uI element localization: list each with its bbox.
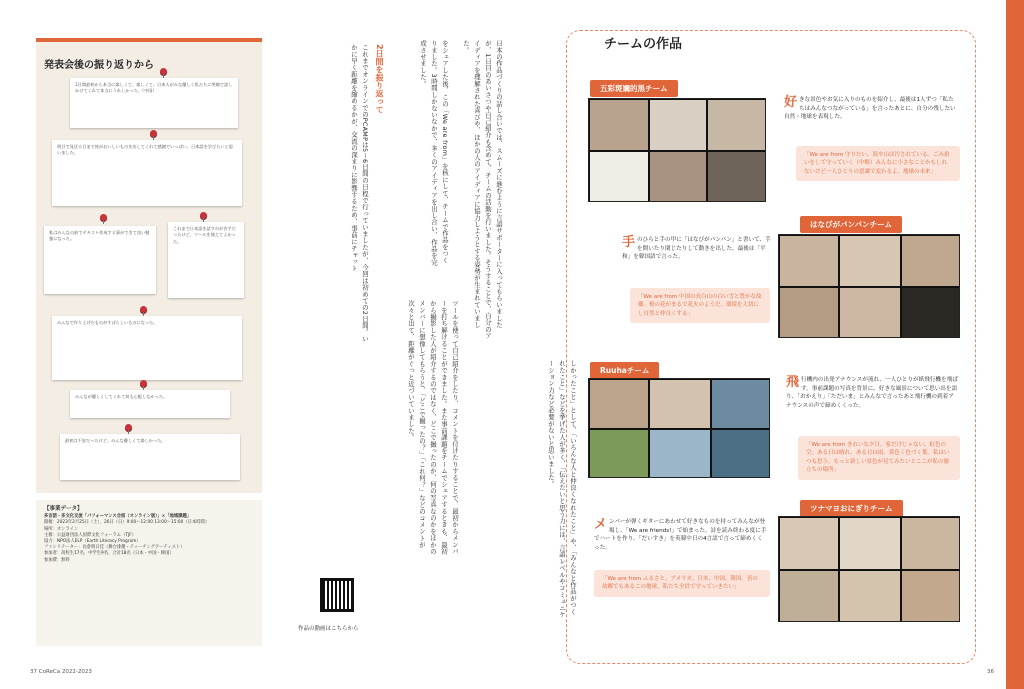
team-poem-quote: 「We are from 中国の長白山の白い雪と豊かな故郷。桜の花がまるで花火のようだ。環境を大切にし自然と仲良くする」 [630, 288, 770, 323]
team-label: 五彩斑斓的黒チーム [590, 80, 678, 97]
team-video-still [588, 98, 766, 202]
reflection-note: 最初は不安だったけど、みんな優しくて楽しかった。 [60, 434, 240, 480]
team-poem-quote: 「We are from きれいな夕日。家だけじゃない、虹色の空。ある日は晴れ、ある日は雨。黄色く色づく葉。私はいつも思う。もっと新しい景色が見てみたいとここが私の旅立ちの場所」 [798, 436, 960, 480]
qr-caption: 作品の動画はこちらから [298, 626, 359, 632]
team-video-still [778, 516, 960, 622]
pushpin-icon [140, 306, 147, 313]
pushpin-icon [200, 212, 207, 219]
team-poem-quote: 「We are from 守りたい。海や山は汚されている。ごみ拾いをして守っていく（中略）みんなに小さなことかもしれないけど一人ひとりの意識で変わるよ、地球の未来」 [796, 146, 960, 181]
reflection-note: 2日間最初から本当に楽しくて、楽しくて。日本人がみな優しく私たちに笑顔で話しかけてくれて本当にうれしかった。（中国） [70, 78, 238, 128]
pushpin-icon [100, 214, 107, 221]
team-poem-quote: 「We are from ふるさと。アメリカ、日本、中国、韓国、皆の故郷でもあるこの地球。私たち全員で守っていきたい」 [594, 570, 770, 597]
lead-character: 手 [622, 235, 636, 250]
team-description [594, 518, 768, 552]
team-description [786, 376, 958, 410]
body-text-column: 日本の作品づくりの話し合いでは、スムーズに進むように言語サポーターに入ってもらいましたが、1日目のあいさつや自己紹介も含めて、チームの活動を行いました。そうすることで、自分のアイディアを理解された喜びや、ほかの人のアイディアに協力しようとする姿勢が生まれていました。 [462, 40, 503, 340]
event-data-box [36, 500, 262, 646]
qr-code-icon[interactable] [320, 578, 354, 612]
reflection-note: 私はみんなの前でテキスト作成する事ができて良い勉強になった。 [44, 226, 156, 294]
team-description [784, 96, 956, 122]
section-heading: 2日間を振り返って [375, 44, 384, 114]
page-folio-right: 36 [987, 669, 994, 675]
event-data-line: 参加費：無料 [44, 557, 70, 563]
works-title: チームの作品 [598, 33, 688, 52]
pushpin-icon [125, 424, 132, 431]
event-data-line: ファシリテーター：長倉明日佳（舞台俳優・ティーチングアーティスト） [44, 545, 185, 551]
event-data-line: 多言語・多文化交流「パフォーマンス合宿（オンライン版）」×「地域課題」 [44, 514, 192, 520]
reflection-note: これまで日本語を話すのが苦手だったけど、ツールを使えてよかった。 [168, 222, 244, 298]
lead-character: 飛 [786, 375, 800, 390]
body-text-column: しかったこと」として、「いろんな人と仲良くなれたこと」や、「みんなと作品がつくれたこと」などを挙げた人が多く、「伝えたいと思う力には、言語レベルやコミュニケーション力など必要がないと思いました。 [547, 360, 577, 619]
team-description-text: きな景色やお気に入りのものを紹介し、最後は1人ずつ「私たちはみんなつながっている」を言ったあとに、自分の残したい自然・地球を表現した。 [784, 97, 956, 120]
accent-bar [1006, 0, 1024, 689]
team-description-text: ンバーが弾くギターにあわせて好きなものを持ってみんなが登場し、「We are friends!」で始まった。詩を読み終わる度に手でハートを作り、「だいすき」を英韓中日の4言語で言って締めくくった。 [594, 519, 767, 551]
reflection-note: 明日で見送る日まで皆がおいしいものを出してくれて感謝でいっぱい。日本語を学びたいと思いました。 [52, 140, 242, 206]
lead-character: 好 [784, 95, 798, 110]
event-data-heading: 【事業データ】 [44, 506, 83, 512]
team-video-still [778, 234, 960, 338]
team-label: はなびがパンパンチーム [800, 216, 902, 233]
page-folio-left: 37 CoReCa 2022-2023 [30, 669, 92, 675]
event-data-line: 主催：公益財団法人国際文化フォーラム（TJF） [44, 532, 137, 538]
pushpin-icon [140, 380, 147, 387]
body-text-column: をシェアした後、この「We are from」を核にして、チームで作品をつくりました。3時間しかないなかで、多くのアイディアを出し合い、作品を完成させました。 [419, 40, 449, 266]
body-text-column: ツールを使って自己紹介をしたり、コメントを付けたりすることで、最初からメンバーを打ち解けることができました。また事前課題をチームでシェアするときも、最初から撮影した人が紹介するのではなく、どこで撮ったのか、何の写真なのかをほかのメンバーに想像してもらうと、「どこで撮ったの？」「これ何？」などのコメントが次々と出て、距離がぐっと近づいていました。 [407, 300, 459, 555]
team-description-text: 行機内の出発アナウンスが流れ、一人ひとりが紙飛行機を飛ばす。事前課題の写真を背景に、好きな風景について思い出を語り、「おかえり」「ただいま」とみんなで言ったあと飛行機の到着アナウンスの声で締めくくった。 [786, 377, 958, 409]
reflection-note: みんなが優しくしてくれて何も心配しなかった。 [70, 390, 230, 418]
reflection-title: 発表会後の振り返りから [44, 60, 154, 71]
reflection-note: みんなで作り上げたものがすばらしいものになった。 [52, 316, 242, 380]
event-data-line: 場所：オンライン [44, 526, 79, 532]
team-video-still [588, 378, 770, 478]
team-label: Ruuhaチーム [590, 362, 659, 379]
event-data-line: 協力：NPO法人ELP（Earth Literacy Program） [44, 539, 141, 545]
event-data-line: 参加者：高校生17名、中学生9名、合計18名（日本・中国・韓国） [44, 551, 174, 557]
body-text-column: これまでオンラインでのPCAMPは5〜6日間の日程で行っていましたが、今回は初めての2日間。いかに早く距離を縮めるかが、交流の深まりに影響するため、事前にチャット [350, 44, 369, 342]
pushpin-icon [150, 130, 157, 137]
event-data-line: 開催：2023年2月25日（土）、26日（日）9:00〜12:00 13:00〜15:00（日本時間） [44, 520, 210, 526]
team-description [622, 236, 774, 262]
team-description-text: のひらと手の甲に「はなびがパンパン」と書いて、手を開いたり閉じたりして動きを出した。最後は「平和」を韓国語で言った。 [622, 237, 771, 260]
pushpin-icon [160, 68, 167, 75]
lead-character: メ [594, 517, 608, 532]
team-label: ツナマヨおにぎりチーム [800, 500, 903, 517]
